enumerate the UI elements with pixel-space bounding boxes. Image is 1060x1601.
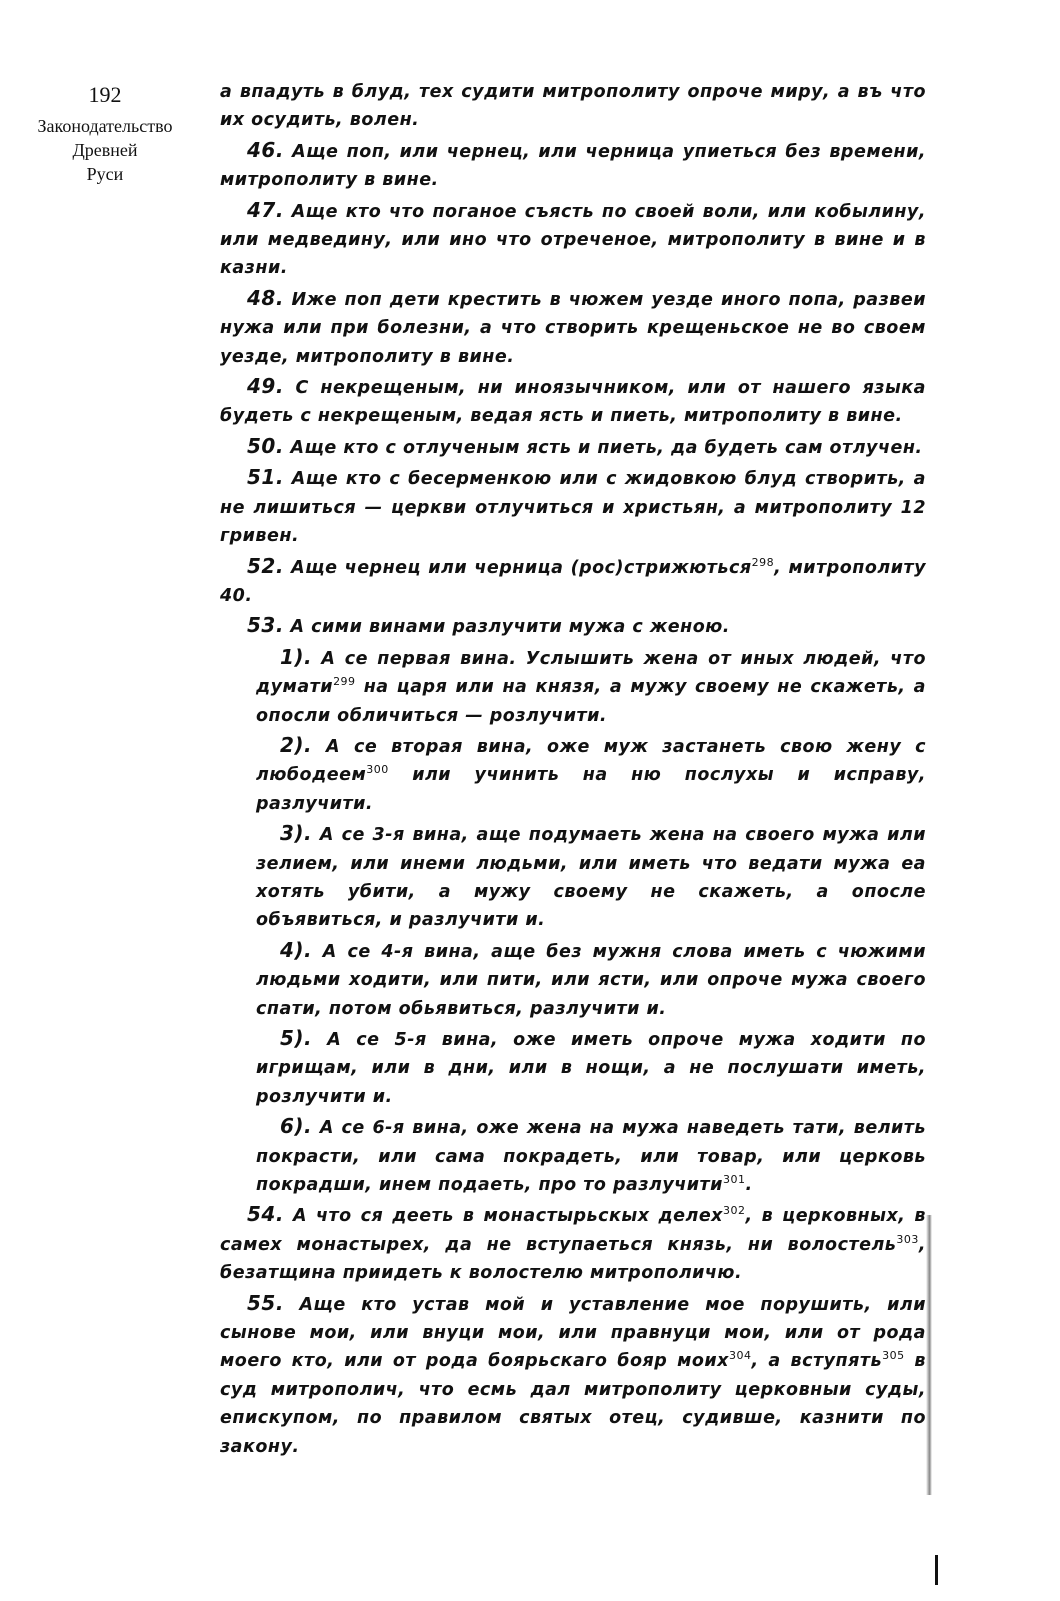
paragraph-continuation: а впадуть в блуд, тех судити митрополиту опроче миру, а въ что их осудить, волен. [220, 82, 926, 131]
footnote-ref: 303 [896, 1233, 919, 1247]
footnote-ref: 302 [722, 1204, 746, 1218]
footnote-ref: 301 [722, 1173, 746, 1187]
article-text: С некрещеным, ни иноязычником, или от нашего языка будеть с некрещеным, ведая ясть и пиеть, митрополиту в вине. [220, 378, 926, 427]
subclause-text: А се вторая вина, оже муж застанеть свою жену с любодеем [256, 736, 926, 786]
subclause-number: 6). [280, 1114, 313, 1139]
article-46 [220, 136, 926, 195]
footnote-ref: 304 [728, 1349, 752, 1363]
article-number: 46. [247, 137, 284, 162]
article-number: 55. [247, 1290, 284, 1315]
subclause-text: А се 6-я вина, оже жена на мужа наведеть тати, велить покрасти, или сама покрадеть, или товар, или церковь покрадши, инем подаеть, про то разлучити [256, 1118, 926, 1196]
article-text: , митрополиту 40. [220, 557, 927, 606]
article-number: 51. [247, 465, 284, 490]
article-47 [220, 196, 926, 283]
subclause-6 [220, 1112, 926, 1199]
subclause-text: А се 5-я вина, оже иметь опроче мужа ходити по игрищам, или в дни, или в нощи, а не послушати иметь, розлучити и. [256, 1030, 926, 1107]
footnote-ref: 305 [882, 1349, 905, 1363]
article-text: Аще кто устав мой и уставление мое порушить, или сынове мои, или внуци мои, или правнуци мои, или от рода моего кто, или от рода боярьскаго бояр моих [220, 1294, 926, 1372]
subclause-text: . [745, 1175, 753, 1196]
article-number: 50. [247, 433, 284, 458]
subclause-text: А се первая вина. Услышить жена от иных людей, что думати [256, 648, 926, 698]
subclause-text: или учинить на ню послухы и исправу, разлучити. [256, 765, 926, 814]
page-number: 192 [88, 82, 122, 107]
article-50 [220, 432, 926, 462]
subclause-4 [220, 936, 926, 1023]
article-number: 48. [247, 285, 284, 310]
article-text: Иже поп дети крестить в чюжем уезде иного попа, развеи нужа или при болезни, а что створить крещеньское не во своем уезде, митрополиту в вине. [220, 289, 926, 367]
subclause-1 [220, 643, 926, 730]
document-body [220, 78, 926, 1462]
article-51 [220, 463, 926, 550]
article-text: А что ся дееть в монастырьскых делех [283, 1206, 723, 1227]
article-number: 49. [247, 374, 284, 399]
article-text: , в церковных, в самех монастырех, да не вступаеться князь, ни волостель [220, 1206, 926, 1255]
article-text: Аще поп, или чернец, или черница упиеться без времени, митрополиту в вине. [220, 141, 926, 191]
article-number: 54. [247, 1202, 284, 1227]
article-text: , а вступять [751, 1351, 883, 1372]
article-number: 53. [247, 613, 284, 638]
article-text: А сими винами разлучити мужа с женою. [283, 617, 730, 638]
scan-edge-shadow [926, 1215, 932, 1495]
subclause-text: А се 3-я вина, аще подумаеть жена на своего мужа или зелием, или инеми людьми, или иметь что ведати мужа еа хотять убити, а мужу своему не скажеть, а опосле объявиться, и разлучити и. [256, 825, 926, 931]
article-54 [220, 1200, 926, 1287]
article-53 [220, 611, 926, 641]
article-text: , безатщина приидеть к волостелю митрополичю. [220, 1234, 926, 1284]
page-margin [10, 80, 200, 186]
article-text: Аще кто что поганое съясть по своей воли, или кобылину, или медведину, или ино что отреченое, митрополиту в вине и в казни. [220, 201, 926, 279]
footnote-ref: 299 [333, 675, 356, 689]
running-head [10, 114, 200, 186]
article-text: Аще кто с бесерменкою или с жидовкою блуд створить, а не лишиться — церкви отлучиться и христьян, а митрополиту 12 гривен. [220, 469, 926, 547]
scan-edge-mark [935, 1555, 938, 1585]
article-55 [220, 1289, 926, 1461]
subclause-text: на царя или на князя, а мужу своему не скажеть, а опосли обличиться — розлучити. [256, 677, 926, 726]
running-head-line-1: Законодательство [37, 116, 173, 136]
subclause-2 [220, 731, 926, 818]
article-text: Аще кто с отлученым ясть и пиеть, да будеть сам отлучен. [283, 437, 923, 458]
article-number: 52. [247, 553, 284, 578]
subclause-number: 5). [280, 1026, 313, 1050]
subclause-text: А се 4-я вина, аще без мужня слова иметь с чюжими людьми ходити, или пити, или ясти, или опроче мужа своего спати, потом обьявиться, разлучити и. [256, 941, 926, 1019]
article-48 [220, 284, 926, 371]
footnote-ref: 300 [366, 763, 389, 777]
article-number: 47. [247, 197, 284, 222]
footnote-ref: 298 [751, 555, 775, 569]
article-49 [220, 372, 926, 431]
subclause-5 [220, 1024, 926, 1111]
subclause-number: 3). [280, 821, 313, 846]
article-52 [220, 552, 926, 611]
subclause-number: 2). [280, 732, 313, 757]
article-text: Аще чернец или черница (рос)стрижються [283, 557, 752, 578]
running-head-line-2: Древней [72, 140, 138, 160]
running-head-line-3: Руси [86, 164, 124, 184]
article-text: в суд митрополич, что есмь дал митрополиту церковныи суды, епискупом, по правилом святых отец, судивше, казнити по закону. [220, 1351, 926, 1457]
subclause-3 [220, 819, 926, 935]
subclause-number: 1). [280, 644, 313, 669]
subclause-number: 4). [280, 937, 313, 962]
